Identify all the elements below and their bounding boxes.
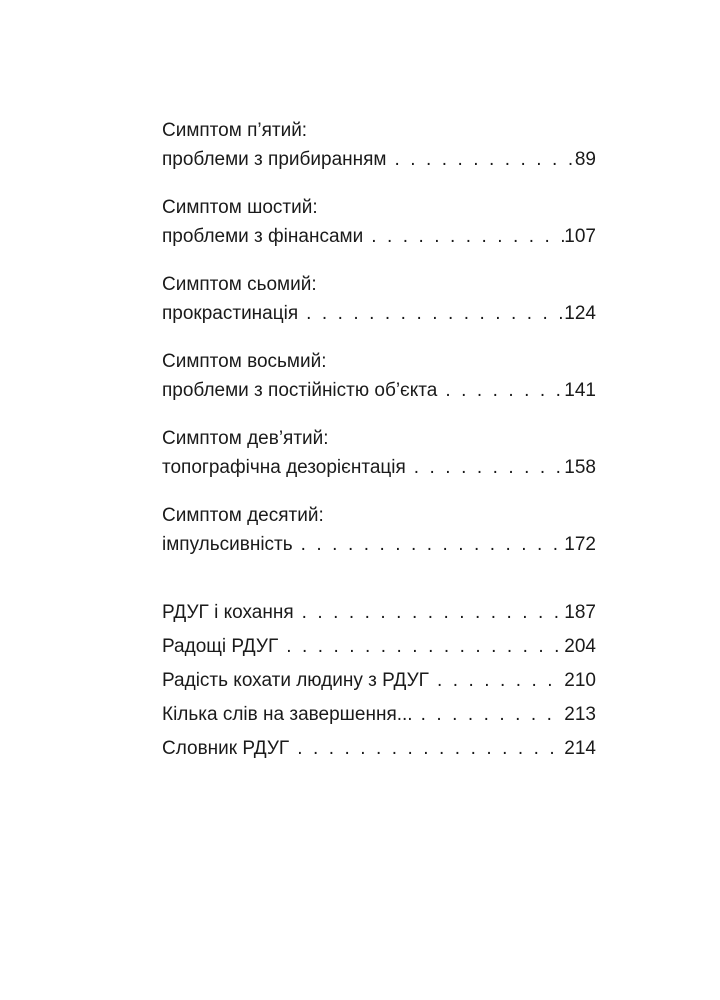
page-number: 172 (564, 534, 596, 555)
page-number: 214 (564, 738, 596, 759)
page-number: 124 (564, 303, 596, 324)
section-spacer (162, 578, 596, 598)
entry-heading: Симптом сьомий: (162, 274, 317, 295)
toc-entry-symptom-5[interactable] (162, 116, 596, 174)
page-number: 187 (564, 602, 596, 623)
entry-heading: Симптом восьмий: (162, 351, 327, 372)
dot-leader (278, 632, 564, 661)
dot-leader (406, 453, 565, 482)
entry-title: Радість кохати людину з РДУГ (162, 670, 429, 691)
toc-entry-symptom-8[interactable] (162, 347, 596, 405)
dot-leader (437, 376, 564, 405)
toc-entry-symptom-6[interactable] (162, 193, 596, 251)
dot-leader (298, 299, 564, 328)
entry-title: проблеми з фінансами (162, 226, 364, 247)
toc-entry-symptom-9[interactable] (162, 424, 596, 482)
page-number: 107 (564, 226, 596, 247)
entry-title: проблеми з прибиранням (162, 149, 387, 170)
entry-title: РДУГ і кохання (162, 602, 294, 623)
dot-leader (289, 734, 564, 763)
dot-leader (386, 145, 574, 174)
entry-title: Радощі РДУГ (162, 636, 279, 657)
page-number: 158 (564, 457, 596, 478)
page-number: 141 (564, 380, 596, 401)
entry-title: проблеми з постійністю об’єкта (162, 380, 438, 401)
entry-title: Кілька слів на завершення... (162, 704, 413, 725)
table-of-contents (162, 116, 596, 768)
page-number: 204 (564, 636, 596, 657)
toc-entry-symptom-7[interactable] (162, 270, 596, 328)
entry-title: топографічна дезорієнтація (162, 457, 406, 478)
toc-entry-love[interactable] (162, 598, 596, 627)
entry-title: Словник РДУГ (162, 738, 290, 759)
toc-entry-joy-of-loving[interactable] (162, 666, 596, 695)
entry-heading: Симптом десятий: (162, 505, 324, 526)
dot-leader (294, 598, 565, 627)
toc-entry-symptom-10[interactable] (162, 501, 596, 559)
entry-title: імпульсивність (162, 534, 293, 555)
entry-heading: Симптом дев’ятий: (162, 428, 329, 449)
toc-entry-joys[interactable] (162, 632, 596, 661)
toc-entry-conclusion[interactable] (162, 700, 596, 729)
dot-leader (363, 222, 564, 251)
dot-leader (413, 700, 565, 729)
entry-heading: Симптом шостий: (162, 197, 318, 218)
dot-leader (293, 530, 565, 559)
toc-entry-glossary[interactable] (162, 734, 596, 763)
page-number: 213 (564, 704, 596, 725)
entry-title: прокрастинація (162, 303, 299, 324)
page-number: 210 (564, 670, 596, 691)
dot-leader (429, 666, 564, 695)
entry-heading: Симптом п’ятий: (162, 120, 308, 141)
page-number: 89 (574, 149, 596, 170)
